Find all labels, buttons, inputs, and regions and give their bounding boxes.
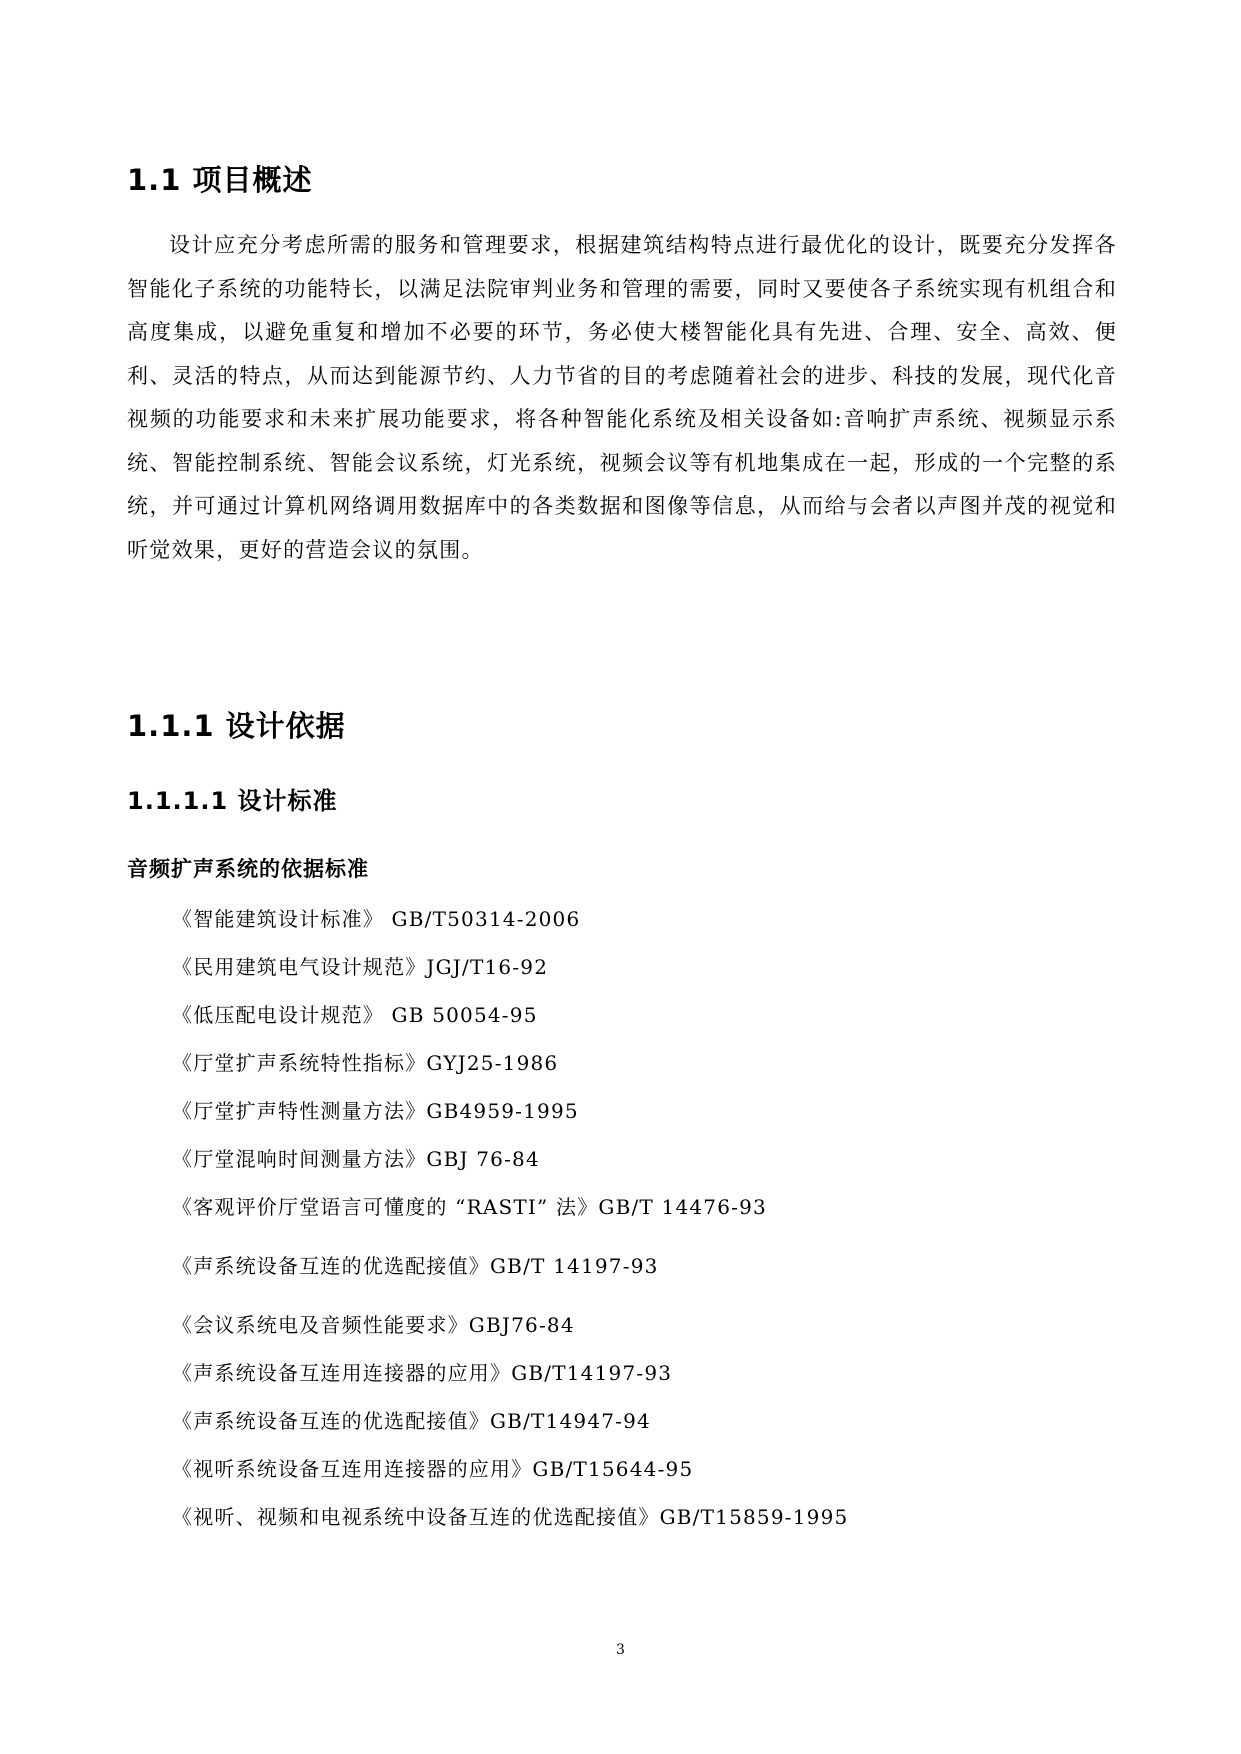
standard-item: 《低压配电设计规范》 GB 50054-95: [172, 1003, 538, 1027]
standard-item: 《会议系统电及音频性能要求》GBJ76-84: [172, 1313, 575, 1337]
standard-item: 《声系统设备互连用连接器的应用》GB/T14197-93: [172, 1361, 673, 1385]
standard-item: 《视听、视频和电视系统中设备互连的优选配接值》GB/T15859-1995: [172, 1505, 849, 1529]
page-number: 3: [616, 1642, 625, 1658]
standard-item: 《声系统设备互连的优选配接值》GB/T14947-94: [172, 1409, 651, 1433]
subsection-heading: 1.1.1 设计依据: [127, 709, 346, 743]
standard-item: 《民用建筑电气设计规范》JGJ/T16-92: [172, 955, 549, 979]
standard-item: 《视听系统设备互连用连接器的应用》GB/T15644-95: [172, 1457, 694, 1481]
standard-item: 《厅堂扩声特性测量方法》GB4959-1995: [172, 1099, 579, 1123]
standard-item: 《客观评价厅堂语言可懂度的 “RASTI” 法》GB/T 14476-93: [172, 1195, 767, 1219]
overview-paragraph: 设计应充分考虑所需的服务和管理要求，根据建筑结构特点进行最优化的设计，既要充分发挥各智能化子系统的功能特长，以满足法院审判业务和管理的需要，同时又要使各子系统实现有机组合和高度集成，以避免重复和增加不必要的环节，务必使大楼智能化具有先进、合理、安全、高效、便利、灵活的特点，从而达到能源节约、人力节省的目的考虑随着社会的进步、科技的发展，现代化音视频的功能要求和未来扩展功能要求，将各种智能化系统及相关设备如:音响扩声系统、视频显示系统、智能控制系统、智能会议系统，灯光系统，视频会议等有机地集成在一起，形成的一个完整的系统，并可通过计算机网络调用数据库中的各类数据和图像等信息，从而给与会者以声图并茂的视觉和听觉效果，更好的营造会议的氛围。: [127, 233, 1117, 562]
section-heading: 1.1 项目概述: [127, 163, 313, 197]
standards-group-title: 音频扩声系统的依据标准: [127, 857, 369, 881]
standard-item: 《厅堂混响时间测量方法》GBJ 76-84: [172, 1147, 540, 1171]
standard-item: 《声系统设备互连的优选配接值》GB/T 14197-93: [172, 1254, 659, 1278]
standard-item: 《厅堂扩声系统特性指标》GYJ25-1986: [172, 1051, 559, 1075]
subsubsection-heading: 1.1.1.1 设计标准: [127, 787, 338, 815]
standard-item: 《智能建筑设计标准》 GB/T50314-2006: [172, 907, 581, 931]
